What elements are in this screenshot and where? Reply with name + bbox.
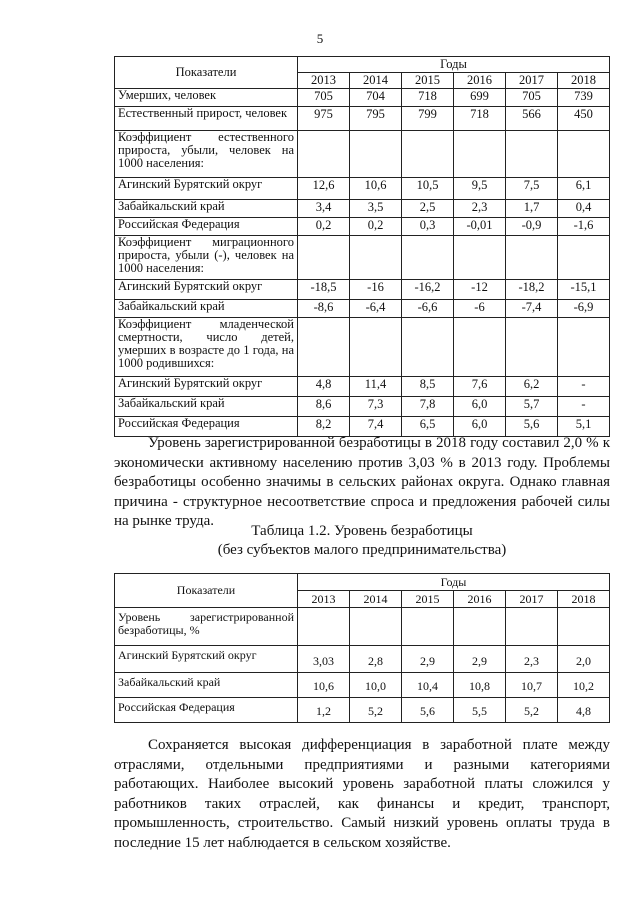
table-cell: 8,2 [298,417,350,437]
table-cell: 1,7 [506,200,558,218]
row-label: Коэффициент миграционного прироста, убыли (-), человек на 1000 населения: [115,236,298,280]
table-cell: 7,3 [350,397,402,417]
page-number: 5 [316,31,324,46]
table-cell [506,236,558,280]
table-cell [402,318,454,377]
table-cell: 0,3 [402,218,454,236]
table-row [115,318,610,377]
table-cell: -15,1 [558,280,610,300]
table-row [115,178,610,200]
table-cell: 799 [402,107,454,131]
table-cell: - [558,397,610,417]
table-cell: 975 [298,107,350,131]
table-cell [350,608,402,646]
table-cell [506,131,558,178]
table-cell: 705 [506,89,558,107]
table-cell [558,236,610,280]
header-indicators: Показатели [115,57,298,89]
row-label: Российская Федерация [115,417,298,437]
table-row [115,673,610,698]
table-cell: 2,8 [350,646,402,673]
table-cell: 10,4 [402,673,454,698]
table-cell [350,131,402,178]
table-cell: -0,01 [454,218,506,236]
unemployment-table [114,573,610,723]
table-cell: -16 [350,280,402,300]
table-cell [350,236,402,280]
table-cell [454,318,506,377]
table-cell: 699 [454,89,506,107]
table-cell [506,318,558,377]
table-cell: -0,9 [506,218,558,236]
table-cell [298,236,350,280]
header-year: 2016 [454,73,506,89]
table-row [115,377,610,397]
table-cell: 6,2 [506,377,558,397]
table-row [115,608,610,646]
table-cell: 2,3 [454,200,506,218]
table-cell: -8,6 [298,300,350,318]
table-cell [454,608,506,646]
table-cell: 795 [350,107,402,131]
paragraph-wages: Сохраняется высокая дифференциация в заработной плате между отраслями, отдельными предприятиями и разными категориями работающих. Наиболее высокий уровень заработной платы сложился у работников таких отраслей, как финансы и кредит, транспорт, промышленность, строительство. Самый низкий уровень оплаты труда в последние 15 лет наблюдается в сельском хозяйстве. [114,737,610,851]
table-cell: 704 [350,89,402,107]
table-cell: 7,6 [454,377,506,397]
table-cell: 10,0 [350,673,402,698]
table-cell: 2,5 [402,200,454,218]
table-cell [454,236,506,280]
header-years-group: Годы [298,574,610,591]
table-row [115,107,610,131]
header-year: 2015 [402,73,454,89]
table-cell: -6,4 [350,300,402,318]
table-cell: -7,4 [506,300,558,318]
row-label: Агинский Бурятский округ [115,178,298,200]
row-label: Уровень зарегистрированной безработицы, % [115,608,298,646]
row-label: Российская Федерация [115,218,298,236]
paragraph-unemployment: Уровень зарегистрированной безработицы в 2018 году составил 2,0 % к экономически активному населению против 3,03 % в 2013 году. Проблемы безработицы особенно значимы в сельских районах округа. Однако главная причина - структурное несоответствие спроса и предложения рабочей силы на рынке труда. [114,435,610,529]
row-label: Агинский Бурятский округ [115,377,298,397]
row-label: Забайкальский край [115,673,298,698]
header-year: 2016 [454,591,506,608]
table-cell: 6,1 [558,178,610,200]
table-cell: 3,4 [298,200,350,218]
table-cell: 450 [558,107,610,131]
table-cell: 7,5 [506,178,558,200]
table-cell: 9,5 [454,178,506,200]
table-cell: 739 [558,89,610,107]
row-label: Коэффициент младенческой смертности, число детей, умерших в возрасте до 1 года, на 1000 родившихся: [115,318,298,377]
table-cell: 1,2 [298,698,350,723]
table-cell [402,236,454,280]
table-cell: 2,9 [402,646,454,673]
row-label: Умерших, человек [115,89,298,107]
table-cell: 5,6 [506,417,558,437]
table-cell: 0,2 [350,218,402,236]
table-cell: 5,2 [350,698,402,723]
table-cell: 2,0 [558,646,610,673]
table-cell: 718 [402,89,454,107]
table-cell: 6,5 [402,417,454,437]
table-row [115,280,610,300]
table-cell: -12 [454,280,506,300]
table-cell: -6 [454,300,506,318]
table-cell: 10,8 [454,673,506,698]
table-cell: 5,1 [558,417,610,437]
table-cell: 5,2 [506,698,558,723]
table-cell: 3,5 [350,200,402,218]
header-year: 2013 [298,73,350,89]
header-year: 2014 [350,591,402,608]
table-cell: 0,4 [558,200,610,218]
table-cell [454,131,506,178]
table-cell: -1,6 [558,218,610,236]
table-row [115,646,610,673]
table-cell [558,131,610,178]
table-cell: 10,7 [506,673,558,698]
table-cell: 3,03 [298,646,350,673]
table-cell: 6,0 [454,417,506,437]
table-cell: 2,9 [454,646,506,673]
table-row [115,300,610,318]
table-row [115,200,610,218]
table-cell [298,608,350,646]
table-cell: -6,6 [402,300,454,318]
table-cell: 10,5 [402,178,454,200]
table-cell [298,131,350,178]
table-cell: 10,2 [558,673,610,698]
header-year: 2017 [506,73,558,89]
table-cell: 7,4 [350,417,402,437]
row-label: Забайкальский край [115,397,298,417]
header-year: 2018 [558,591,610,608]
row-label: Забайкальский край [115,200,298,218]
table-cell: -18,5 [298,280,350,300]
header-year: 2018 [558,73,610,89]
table-cell: 10,6 [298,673,350,698]
table-cell: 4,8 [298,377,350,397]
row-label: Забайкальский край [115,300,298,318]
table-cell: 4,8 [558,698,610,723]
table-cell: - [558,377,610,397]
row-label: Агинский Бурятский округ [115,646,298,673]
table-cell: 718 [454,107,506,131]
table-cell [298,318,350,377]
table-cell: 6,0 [454,397,506,417]
table-row [115,89,610,107]
table-cell [506,608,558,646]
table-row [115,218,610,236]
table-cell [558,318,610,377]
table-cell [402,131,454,178]
table-cell: 7,8 [402,397,454,417]
row-label: Коэффициент естественного прироста, убыли, человек на 1000 населения: [115,131,298,178]
header-years-group: Годы [298,57,610,73]
table-cell: 705 [298,89,350,107]
table-cell [558,608,610,646]
table-cell: 11,4 [350,377,402,397]
row-label: Естественный прирост, человек [115,107,298,131]
table-row [115,698,610,723]
table-row [115,131,610,178]
table-cell: -16,2 [402,280,454,300]
table-cell: 5,6 [402,698,454,723]
table-row [115,397,610,417]
row-label: Агинский Бурятский округ [115,280,298,300]
header-year: 2017 [506,591,558,608]
row-label: Российская Федерация [115,698,298,723]
table-cell: -18,2 [506,280,558,300]
header-year: 2015 [402,591,454,608]
table-cell: 2,3 [506,646,558,673]
header-year: 2014 [350,73,402,89]
header-indicators: Показатели [115,574,298,608]
table-cell: 12,6 [298,178,350,200]
table-cell: 566 [506,107,558,131]
table-cell: 5,7 [506,397,558,417]
table-cell [402,608,454,646]
table-cell: 10,6 [350,178,402,200]
table2-caption-title: Таблица 1.2. Уровень безработицы [251,523,473,539]
table-cell: 8,6 [298,397,350,417]
header-year: 2013 [298,591,350,608]
table-cell: -6,9 [558,300,610,318]
table-cell [350,318,402,377]
table-row [115,236,610,280]
demographics-table [114,56,610,437]
table2-caption-subtitle: (без субъектов малого предпринимательства) [217,542,507,558]
table-cell: 8,5 [402,377,454,397]
table-cell: 0,2 [298,218,350,236]
table-cell: 5,5 [454,698,506,723]
